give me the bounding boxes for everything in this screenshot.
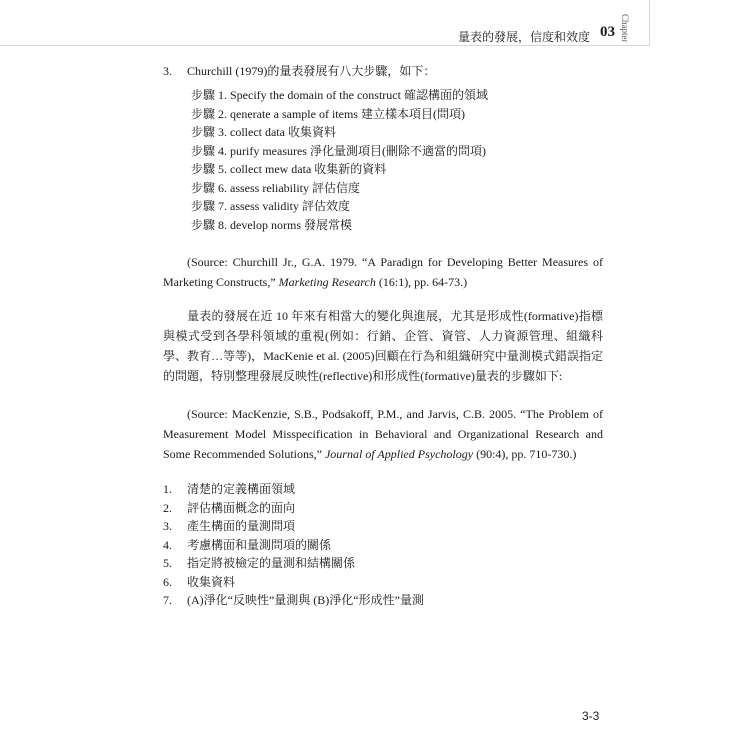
list-item bbox=[163, 517, 603, 536]
list-item bbox=[163, 573, 603, 592]
list-number: 7. bbox=[163, 593, 172, 607]
numbered-list bbox=[163, 480, 603, 610]
list-text: 考慮構面和量測問項的關係 bbox=[187, 537, 332, 552]
list-number: 4. bbox=[163, 537, 172, 552]
list-number: 3. bbox=[163, 519, 172, 533]
list-text: 指定將被檢定的量測和結構關係 bbox=[187, 556, 356, 570]
step-item: 步驟 1. Specify the domain of the construct 確認構面的領域 bbox=[191, 88, 488, 102]
steps-list bbox=[191, 86, 603, 234]
header-divider bbox=[0, 45, 650, 46]
citation-journal: Marketing Research bbox=[278, 275, 376, 289]
list-number: 5. bbox=[163, 556, 172, 570]
step-item: 步驟 2. qenerate a sample of items 建立樣本項目(問項) bbox=[191, 106, 465, 121]
list-number: 2. bbox=[163, 500, 172, 515]
source-citation-2 bbox=[163, 404, 603, 464]
step-item: 步驟 5. collect mew data 收集新的資料 bbox=[191, 162, 387, 176]
citation-text: (16:1), pp. 64-73.) bbox=[375, 275, 468, 289]
intro-number: 3. bbox=[163, 64, 172, 78]
chapter-number: 03 bbox=[600, 24, 615, 40]
list-number: 6. bbox=[163, 574, 172, 589]
list-item bbox=[163, 591, 603, 610]
list-item bbox=[163, 554, 603, 573]
intro-item bbox=[163, 62, 603, 80]
list-text: 評估構面概念的面向 bbox=[187, 500, 296, 515]
list-item bbox=[163, 536, 603, 555]
citation-text: (Source: Churchill Jr., G.A. 1979. “A Paradign for Developing Better Measures of Marketing Constructs,” bbox=[163, 255, 603, 289]
header-vertical-divider bbox=[649, 0, 650, 46]
list-text: 產生構面的量測問項 bbox=[187, 519, 296, 533]
list-text: 收集資料 bbox=[187, 574, 236, 589]
step-item: 步驟 6. assess reliability 評估信度 bbox=[191, 180, 360, 195]
page-number: 3-3 bbox=[582, 709, 600, 723]
step-item: 步驟 4. purify measures 淨化量測項目(刪除不適當的問項) bbox=[191, 143, 486, 158]
list-item bbox=[163, 480, 603, 499]
list-text: 清楚的定義構面領域 bbox=[187, 482, 296, 496]
source-citation-1 bbox=[163, 252, 603, 292]
header-title: 量表的發展，信度和效度 bbox=[457, 30, 590, 44]
citation-text: (90:4), pp. 710-730.) bbox=[473, 447, 577, 461]
citation-text: (Source: MacKenzie, S.B., Podsakoff, P.M., and Jarvis, C.B. 2005. “The Problem of Measurement Model Misspecification in Behavioral and Organizational Research and Some Recommended Solutions,” bbox=[163, 407, 603, 461]
list-number: 1. bbox=[163, 482, 172, 496]
step-item: 步驟 7. assess validity 評估效度 bbox=[191, 199, 350, 213]
list-item bbox=[163, 499, 603, 518]
body-paragraph: 量表的發展在近 10 年來有相當大的變化與進展，尤其是形成性(formative)指標與模式受到各學科領域的重視(例如：行銷、企管、資管、人力資源管理、組織科學、教育…等等)，MacKenie et al. (2005)回顧在行為和組織研究中量測模式錯誤指定的問題，特別整理發展反映性(reflective)和形成性(formative)量表的步驟如下: bbox=[163, 309, 603, 383]
list-text: (A)淨化“反映性”量測與 (B)淨化“形成性”量測 bbox=[187, 593, 424, 607]
step-item: 步驟 3. collect data 收集資料 bbox=[191, 125, 336, 139]
citation-journal: Journal of Applied Psychology bbox=[324, 447, 474, 461]
page-body bbox=[163, 62, 603, 610]
chapter-label: Chapter bbox=[620, 14, 630, 43]
step-item: 步驟 8. develop norms 發展常模 bbox=[191, 217, 352, 232]
intro-text: Churchill (1979)的量表發展有八大步驟，如下： bbox=[187, 64, 436, 78]
